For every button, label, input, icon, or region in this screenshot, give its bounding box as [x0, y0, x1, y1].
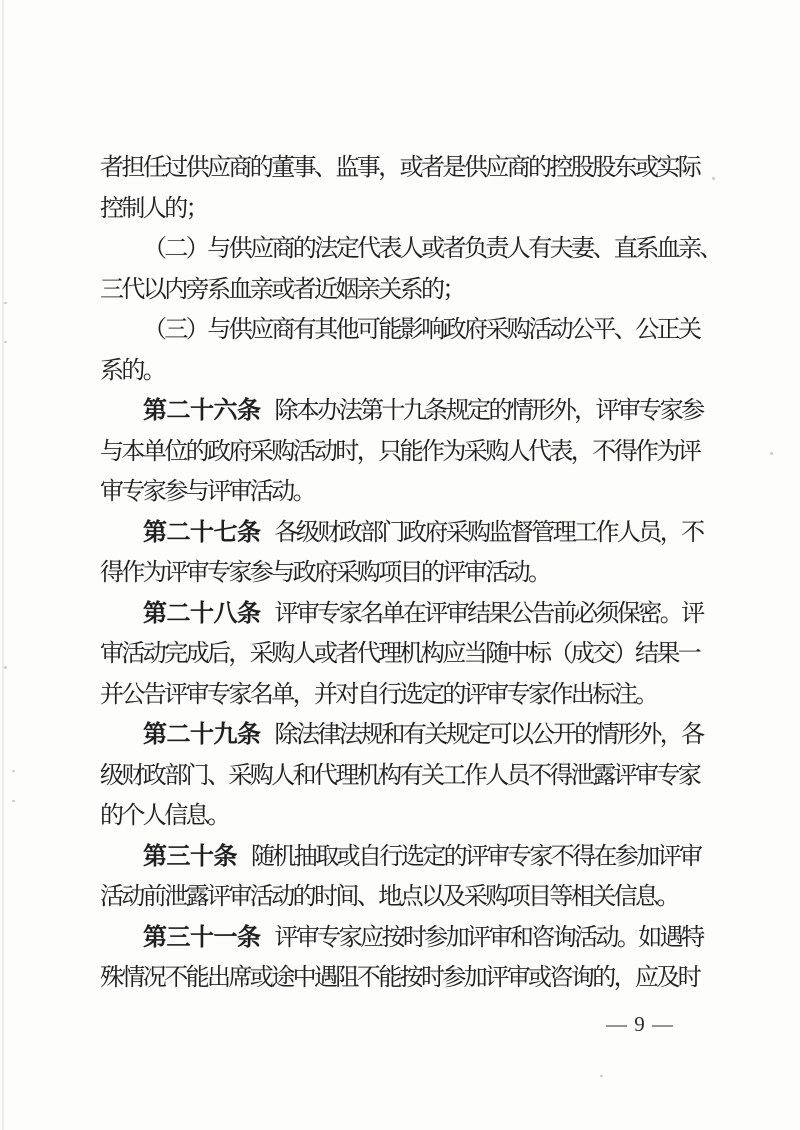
article-number: 第二十六条 — [143, 397, 261, 424]
text-segment: 活动前泄露评审活动的时间、地点以及采购项目等相关信息。 — [100, 884, 678, 910]
text-segment: （三）与供应商有其他可能影响政府采购活动公平、公正关 — [143, 317, 700, 343]
text-line — [100, 715, 712, 756]
page-number: — 9 — — [606, 1012, 674, 1036]
text-line — [100, 351, 712, 392]
text-line — [100, 877, 712, 918]
article-number: 第二十七条 — [143, 518, 261, 546]
text-segment: 系的。 — [100, 357, 165, 384]
text-segment: 评审专家应按时参加评审和咨询活动。如遇特 — [274, 924, 703, 951]
scan-speck — [4, 341, 7, 343]
text-segment: 控制人的； — [100, 195, 207, 222]
article-number: 第二十九条 — [143, 721, 261, 748]
text-segment: 除法律法规和有关规定可以公开的情形外，各 — [274, 722, 703, 748]
text-segment: 殊情况不能出席或途中遇阻不能按时参加评审或咨询的，应及时 — [100, 965, 700, 991]
text-line — [100, 675, 712, 716]
text-line — [100, 472, 712, 513]
text-segment: 者担任过供应商的董事、监事，或者是供应商的控股股东或实际 — [100, 155, 700, 181]
text-segment: 审活动完成后，采购人或者代理机构应当随中标（成交）结果一 — [100, 641, 700, 667]
article-number: 第三十条 — [143, 842, 237, 870]
article-number: 第二十八条 — [143, 599, 261, 627]
text-segment: 各级财政部门政府采购监督管理工作人员，不 — [274, 519, 703, 546]
text-line — [100, 958, 712, 999]
scan-speck — [770, 452, 773, 455]
scan-speck — [600, 1075, 603, 1077]
text-line — [100, 594, 712, 635]
text-line — [100, 148, 712, 189]
text-line — [100, 837, 712, 878]
article-number: 第三十一条 — [143, 923, 261, 951]
scan-speck — [12, 770, 15, 772]
scan-speck — [712, 177, 715, 180]
text-segment: 级财政部门、采购人和代理机构有关工作人员不得泄露评审专家 — [100, 762, 700, 789]
scan-speck — [4, 666, 7, 669]
text-line — [100, 270, 712, 311]
text-segment: 除本办法第十九条规定的情形外，评审专家参 — [274, 398, 703, 424]
scan-speck — [4, 302, 7, 304]
text-segment: 随机抽取或自行选定的评审专家不得在参加评审 — [251, 843, 701, 870]
text-segment: 与本单位的政府采购活动时，只能作为采购人代表，不得作为评 — [100, 438, 700, 465]
scan-edge-artifact — [2, 0, 4, 1130]
text-line — [100, 918, 712, 959]
scan-speck — [12, 800, 15, 802]
text-segment: （二）与供应商的法定代表人或者负责人有夫妻、直系血亲、 — [143, 236, 721, 262]
text-line — [100, 796, 712, 837]
text-segment: 的个人信息。 — [100, 803, 229, 829]
text-line — [100, 513, 712, 554]
text-line — [100, 229, 721, 270]
text-line — [100, 634, 712, 675]
text-line — [100, 756, 712, 797]
document-body — [100, 148, 721, 999]
text-segment: 得作为评审专家参与政府采购项目的评审活动。 — [100, 560, 550, 586]
text-line — [100, 432, 712, 473]
text-line — [100, 553, 712, 594]
text-line — [100, 189, 712, 230]
text-segment: 并公告评审专家名单，并对自行选定的评审专家作出标注。 — [100, 681, 657, 708]
text-line — [100, 391, 712, 432]
text-segment: 审专家参与评审活动。 — [100, 479, 314, 505]
text-segment: 三代以内旁系血亲或者近姻亲关系的； — [100, 276, 464, 303]
text-segment: 评审专家名单在评审结果公告前必须保密。评 — [274, 600, 703, 627]
text-line — [100, 310, 712, 351]
